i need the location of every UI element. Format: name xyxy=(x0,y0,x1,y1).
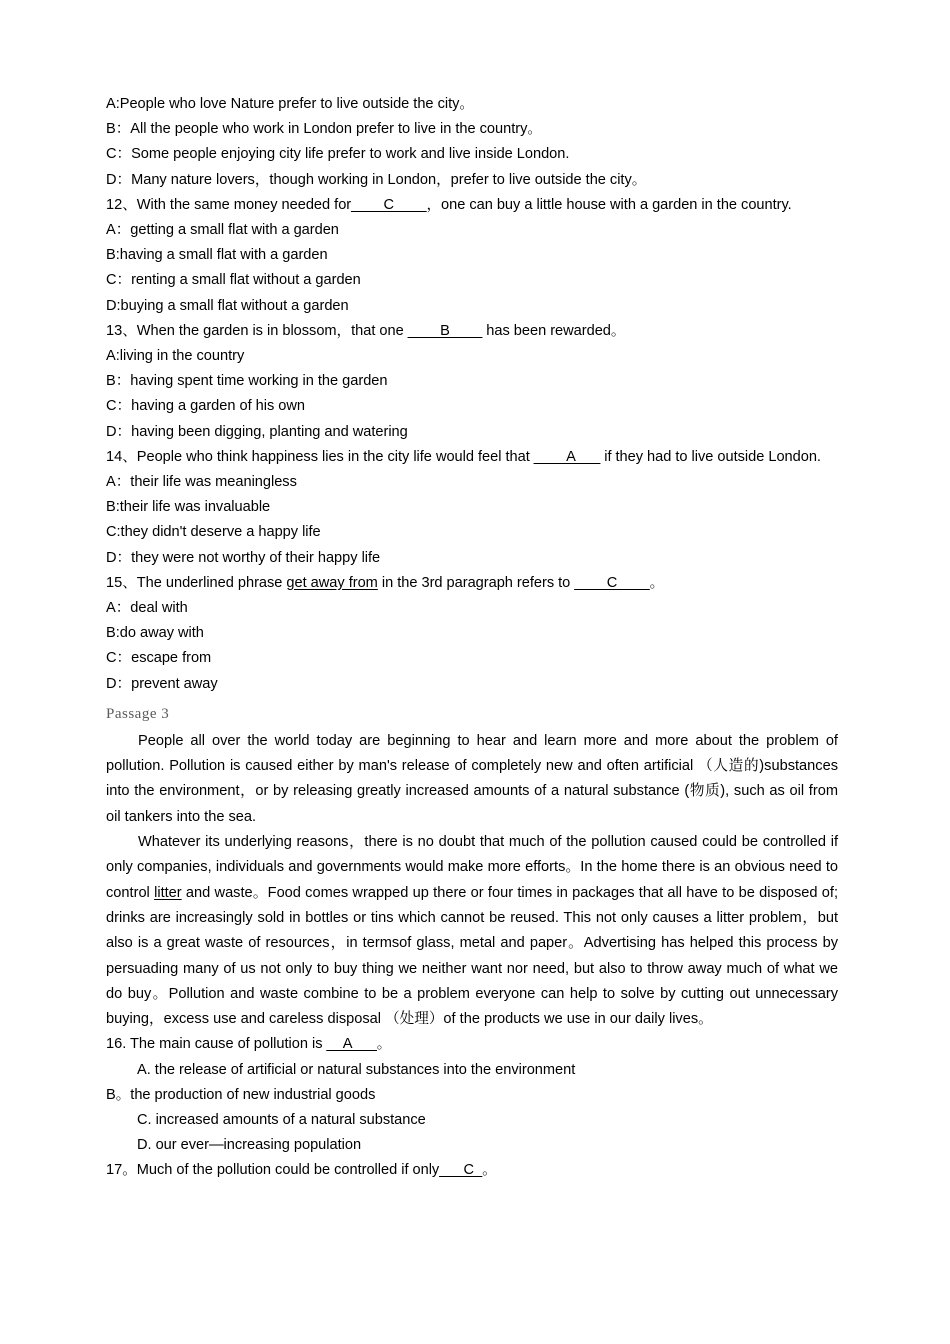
q15-stem-after: 。 xyxy=(649,574,665,591)
q14-option-c: C:they didn't deserve a happy life xyxy=(106,524,321,541)
q12-answer-blank: ____C____ xyxy=(351,196,427,213)
option-line: A:People who love Nature prefer to live outside the city。 xyxy=(106,96,474,112)
q12-option-d: D:buying a small flat without a garden xyxy=(106,297,349,314)
option-line: D：Many nature lovers，though working in London，prefer to live outside the city。 xyxy=(106,171,647,188)
option-line: C：Some people enjoying city life prefer to work and live inside London. xyxy=(106,146,570,163)
q16-option-c: C. increased amounts of a natural substance xyxy=(137,1112,426,1129)
passage-p2-underlined-word: litter xyxy=(154,884,182,901)
q13-option-a: A:living in the country xyxy=(106,348,245,365)
q12-stem-before: 12、With the same money needed for xyxy=(106,196,352,213)
q14-option-a: A：their life was meaningless xyxy=(106,474,297,491)
q15-stem-before: 15、The underlined phrase xyxy=(106,574,287,591)
question-13-stem xyxy=(106,319,838,344)
question-12-stem xyxy=(106,193,838,218)
question-14-stem xyxy=(106,445,838,470)
q15-answer-blank: ____C____ xyxy=(574,574,650,591)
q13-option-b: B：having spent time working in the garden xyxy=(106,373,388,390)
q14-stem-after: if they had to live outside London. xyxy=(600,448,821,465)
q16-stem-after: 。 xyxy=(376,1036,392,1053)
q17-stem-after: 。 xyxy=(482,1162,497,1179)
q16-stem-before: 16. The main cause of pollution is xyxy=(106,1036,327,1053)
q15-option-c: C：escape from xyxy=(106,650,212,667)
q15-underlined-phrase: get away from xyxy=(286,574,378,591)
q12-option-b: B:having a small flat with a garden xyxy=(106,247,328,264)
q12-option-a: A：getting a small flat with a garden xyxy=(106,222,339,239)
q14-answer-blank: ____A___ xyxy=(533,448,601,465)
q15-stem-middle: in the 3rd paragraph refers to xyxy=(377,574,575,591)
q12-option-c: C：renting a small flat without a garden xyxy=(106,272,361,289)
passage-paragraph-2 xyxy=(106,830,838,1032)
question-16-stem xyxy=(106,1032,838,1057)
passage-heading: Passage 3 xyxy=(106,705,170,722)
passage-paragraph-1: People all over the world today are beginning to hear and learn more and more about the problem of pollution. Pollution is caused either by man's release of completely new and often artificial （人造的)substances into the environment，or by releasing greatly increased amounts of a natural substance (物质), such as oil from oil tankers into the sea. xyxy=(106,732,838,825)
question-15-stem xyxy=(106,571,838,596)
q15-option-d: D：prevent away xyxy=(106,675,218,692)
q13-option-d: D：having been digging, planting and watering xyxy=(106,423,408,440)
passage-p2-part2: and waste。Food comes wrapped up there or four times in packages that all have to be disposed of; drinks are increasingly sold in bottles or tins which cannot be reused. This not only causes a litter problem，but also is a great waste of resources，in termsof glass, metal and paper。Advertising has helped this process by persuading many of us not only to buy thing we neither want nor need, but also to throw away much of what we do buy。Pollution and waste combine to be a problem everyone can help to solve by cutting out unnecessary buying，excess use and careless disposal （处理）of the products we use in our daily lives。 xyxy=(106,884,839,1028)
q16-answer-blank: __A___ xyxy=(326,1036,377,1053)
option-line: B：All the people who work in London prefer to live in the country。 xyxy=(106,121,542,138)
q15-option-b: B:do away with xyxy=(106,625,204,642)
q16-option-d: D. our ever—increasing population xyxy=(137,1137,362,1154)
q14-stem-before: 14、People who think happiness lies in the city life would feel that xyxy=(106,448,534,465)
q16-option-a: A. the release of artificial or natural substances into the environment xyxy=(137,1061,576,1078)
document-content xyxy=(106,92,838,1184)
q12-stem-after: ，one can buy a little house with a garden in the country. xyxy=(426,196,792,213)
q13-answer-blank: ____B____ xyxy=(407,322,483,339)
q16-option-b: B。the production of new industrial goods xyxy=(106,1086,376,1103)
q13-stem-before: 13、When the garden is in blossom，that one xyxy=(106,322,408,339)
q13-stem-after: has been rewarded。 xyxy=(482,322,626,339)
q14-option-b: B:their life was invaluable xyxy=(106,499,271,516)
q15-option-a: A：deal with xyxy=(106,600,188,617)
passage-p2-part1: Whatever its underlying reasons，there is no doubt that much of the pollution caused could be controlled if only companies, individuals and governments would make more efforts。In the home there is an obvious need to control xyxy=(106,834,838,901)
q14-option-d: D：they were not worthy of their happy life xyxy=(106,549,381,566)
question-17-stem xyxy=(106,1158,838,1183)
q13-option-c: C：having a garden of his own xyxy=(106,398,306,415)
q17-stem-before: 17。Much of the pollution could be controlled if only xyxy=(106,1162,440,1179)
q17-answer-blank: ___C_ xyxy=(439,1162,483,1179)
